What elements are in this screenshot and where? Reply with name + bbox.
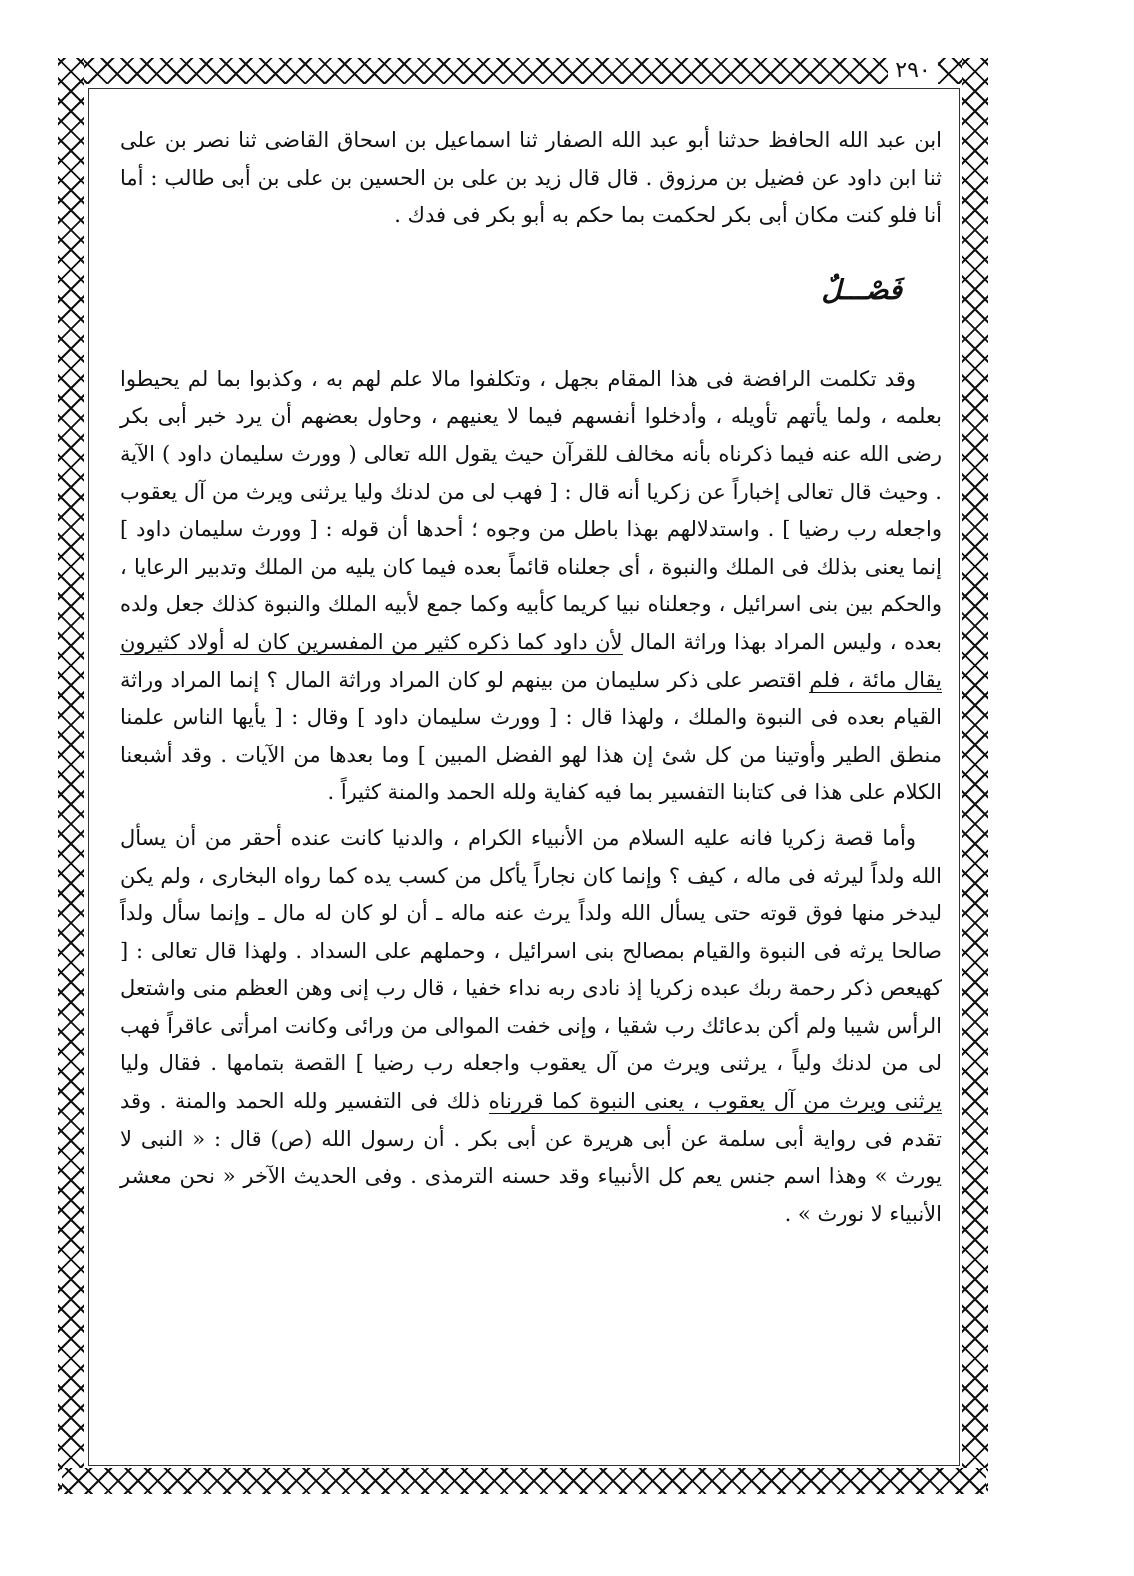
decorative-border-bottom [62,1468,986,1494]
paragraph-two [120,361,942,812]
opening-paragraph: ابن عبد الله الحافظ حدثنا أبو عبد الله الصفار ثنا اسماعيل بن اسحاق القاضى ثنا نصر بن على ثنا ابن داود عن فضيل بن مرزوق . قال قال زيد بن على بن الحسين بن على بن أبى طالب : أما أنا فلو كنت مكان أبى بكر لحكمت بما حكم به أبو بكر فى فدك . [120,128,942,228]
paragraph-two-text: وقد تكلمت الرافضة فى هذا المقام بجهل ، وتكلفوا مالا علم لهم به ، وكذبوا بما لم يحيطوا بعلمه ، ولما يأتهم تأويله ، وأدخلوا أنفسهم فيما لا يعنيهم ، وحاول بعضهم أن يرد خبر أبى بكر رضى الله عنه فيما ذكرناه بأنه مخالف للقرآن حيث يقول الله تعالى ( وورث سليمان داود ) الآية . وحيث قال تعالى إخباراً عن زكريا أنه قال : [ فهب لى من لدنك وليا يرثنى ويرث من آل يعقوب واجعله رب رضيا ] . واستدلالهم بهذا باطل من وجوه ؛ أحدها أن قوله : [ وورث سليمان داود ] إنما يعنى بذلك فى الملك والنبوة ، أى جعلناه قائماً بعده فيما كان يليه من الملك وتدبير الرعايا ، والحكم بين بنى اسرائيل ، وجعلناه نبيا كريما كأبيه وكما جمع لأبيه الملك والنبوة كذلك جعل ولده بعده ، وليس المراد بهذا وراثة المال [120,366,942,654]
decorative-border-top [58,58,988,84]
page-number: ٢٩٠ [888,56,938,86]
underlined-passage-two: يرثنى ويرث من آل يعقوب ، يعنى النبوة كما قررناه [488,1089,942,1114]
underlined-passage: لأن داود كما ذكره كثير من المفسرين كان له أولاد كثيرون يقال مائة ، فلم [120,629,942,692]
section-heading-text: فَصْـــلٌ [821,274,902,306]
paragraph-three [120,820,942,1234]
paragraph-three-text: وأما قصة زكريا فانه عليه السلام من الأنبياء الكرام ، والدنيا كانت عنده أحقر من أن يسأل الله ولداً ليرثه فى ماله ، كيف ؟ وإنما كان نجاراً يأكل من كسب يده كما رواه البخارى ، ولم يكن ليدخر منها فوق قوته حتى يسأل الله ولداً يرث عنه ماله ـ أن لو كان له مال ـ وإنما سأل ولداً صالحا يرثه فى النبوة والقيام بمصالح بنى اسرائيل ، وحملهم على السداد . ولهذا قال تعالى : [ كهيعص ذكر رحمة ربك عبده زكريا إذ نادى ربه نداء خفيا ، قال رب إنى وهن العظم منى واشتعل الرأس شيبا ولم أكن بدعائك رب شقيا ، وإنى خفت الموالى من ورائى وكانت امرأتى عاقراً فهب لى من لدنك ولياً ، يرثنى ويرث من آل يعقوب واجعله رب رضيا ] القصة بتمامها . فقال وليا [120,825,942,1076]
paragraph-three-continued: ذلك فى التفسير ولله الحمد والمنة . وقد تقدم فى رواية أبى سلمة عن أبى هريرة عن أبى بكر . أن رسول الله (ص) قال : « النبى لا يورث » وهذا اسم جنس يعم كل الأنبياء وقد حسنه الترمذى . وفى الحديث الآخر « نحن معشر الأنبياء لا نورث » . [120,1089,942,1226]
page-body [120,122,942,1233]
paragraph-two-continued: اقتصر على ذكر سليمان من بينهم لو كان المراد وراثة المال ؟ إنما المراد وراثة القيام بعده فى النبوة والملك ، ولهذا قال : [ وورث سليمان داود ] وقال : [ يأيها الناس علمنا منطق الطير وأوتينا من كل شئ إن هذا لهو الفضل المبين ] وما بعدها من الآيات . وقد أشبعنا الكلام على هذا فى كتابنا التفسير بما فيه كفاية ولله الحمد والمنة كثيراً . [120,667,942,805]
decorative-border-right [962,58,988,1494]
decorative-border-left [58,58,84,1494]
section-heading [120,271,902,311]
